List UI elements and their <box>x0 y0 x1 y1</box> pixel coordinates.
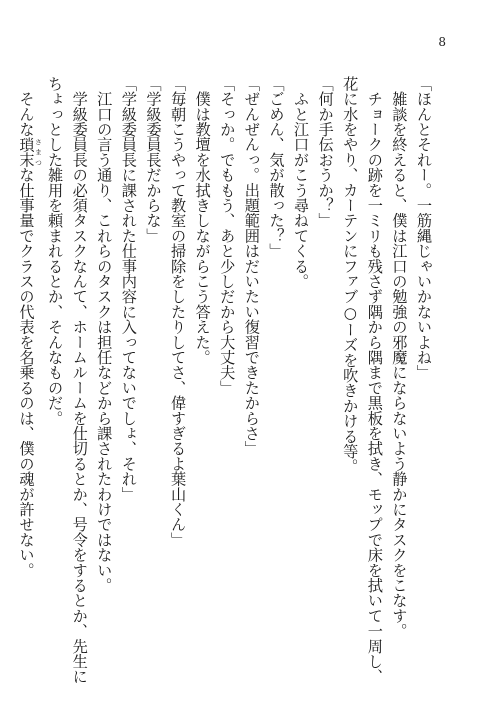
text-line: 「ほんとそれー。一筋縄じゃいかないよね」 <box>415 76 433 380</box>
text-line: 「ごめん、気が散った？」 <box>267 76 286 259</box>
text-line: 「そっか。でももう、あと少しだから大丈夫」 <box>218 76 237 396</box>
text-line: ちょっとした雑用を頼まれるとか、そんなものだ。 <box>46 76 65 426</box>
text-line: 江口の言う通り、これらのタスクは担任などから課されたわけではない。 <box>95 76 114 593</box>
ruby-reading: さまつ <box>34 136 43 168</box>
text-line: 「毎朝こうやって教室の掃除をしたりしてさ、偉すぎるよ葉山くん」 <box>169 76 188 548</box>
text-line: チョークの跡を一ミリも残さず隅から隅まで黒板を拭き、モップで床を拭いて一周し、 <box>365 76 384 684</box>
text-line: 「学級委員長に課された仕事内容に入ってないでしょ、それ」 <box>119 76 138 502</box>
text-line: 「学級委員長だからな」 <box>144 76 163 244</box>
page-number: 8 <box>438 35 446 49</box>
text-line: 学級委員長の必須タスクなんて、ホームルームを仕切るとか、号令をするとか、先生に <box>70 76 89 684</box>
text-line: 花に水をやり、カーテンにファブ○ーズを吹きかける等。 <box>341 76 360 474</box>
text-line: 僕は教壇を水拭きしながらこう答えた。 <box>193 76 212 365</box>
ruby-annotation: 瑣末 さまつ <box>17 136 43 168</box>
text-line: 「ぜんぜんっ。出題範囲はだいたい復習できたからさ」 <box>242 76 261 456</box>
text-line: ふと江口がこう尋ねてくる。 <box>292 76 311 289</box>
text-line: 雑談を終えると、僕は江口の勉強の邪魔にならないよう静かにタスクをこなす。 <box>390 76 409 639</box>
text-line-with-ruby: そんな瑣末 さまつな仕事量でクラスの代表を名乗るのは、僕の魂が許せない。 <box>17 76 43 578</box>
text-line: 「何か手伝おうか？」 <box>316 76 335 228</box>
vertical-text-body <box>14 76 436 684</box>
